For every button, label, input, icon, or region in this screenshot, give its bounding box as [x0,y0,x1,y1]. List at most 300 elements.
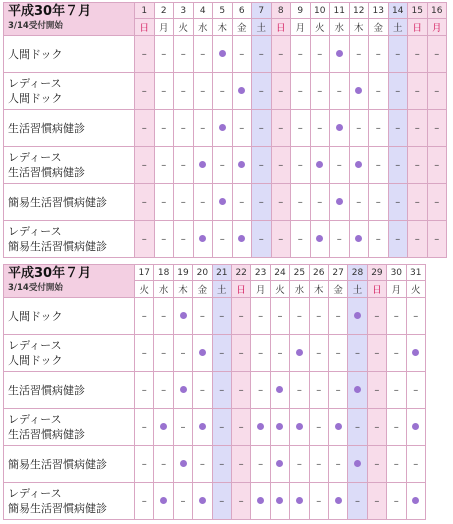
day-of-week: 日 [372,285,382,296]
day-of-week: 木 [313,285,324,296]
unavailable-dash: – [200,122,206,134]
availability-cell-closed [212,298,231,335]
unavailable-dash: – [161,85,167,97]
unavailable-dash: – [336,159,342,171]
day-number: 28 [348,265,367,281]
unavailable-dash: – [395,48,401,60]
availability-cell-closed [309,335,328,372]
day-number: 13 [369,3,389,19]
availability-cell-open[interactable] [290,483,309,520]
unavailable-dash: – [355,495,361,507]
availability-cell-open[interactable] [330,110,350,147]
unavailable-dash: – [258,347,264,359]
unavailable-dash: – [141,495,147,507]
availability-cell-closed [135,372,154,409]
availability-cell-open[interactable] [193,483,212,520]
availability-cell-closed [348,335,367,372]
availability-cell-closed [135,221,155,258]
availability-cell-closed [367,483,386,520]
available-dot-icon[interactable] [160,497,167,504]
availability-cell-open[interactable] [251,409,270,446]
day-number: 30 [387,265,406,281]
availability-cell-open[interactable] [330,36,350,73]
day-of-week: 火 [178,23,188,34]
availability-cell-closed [193,184,213,221]
available-dot-icon[interactable] [219,198,226,205]
course-name [4,483,135,520]
availability-cell-open[interactable] [213,36,233,73]
calendar-table-second-half [3,264,426,520]
availability-cell-open[interactable] [270,483,289,520]
day-number: 20 [193,265,212,281]
availability-cell-closed [231,372,250,409]
course-name [4,446,135,483]
available-dot-icon[interactable] [199,235,206,242]
availability-cell-closed [213,221,233,258]
course-row [4,446,426,483]
unavailable-dash: – [141,310,147,322]
day-of-week-cell [173,281,192,298]
day-of-week-cell [348,281,367,298]
unavailable-dash: – [414,233,420,245]
available-dot-icon[interactable] [354,460,361,467]
availability-cell-closed [193,372,212,409]
available-dot-icon[interactable] [335,497,342,504]
available-dot-icon[interactable] [336,50,343,57]
unavailable-dash: – [161,384,167,396]
available-dot-icon[interactable] [355,235,362,242]
day-number: 10 [310,3,330,19]
course-row [4,184,447,221]
day-of-week-cell [154,19,174,36]
availability-cell-closed [387,409,406,446]
course-name [4,372,135,409]
day-of-week: 水 [158,285,169,296]
day-of-week: 月 [431,23,442,34]
availability-cell-open[interactable] [349,73,369,110]
availability-cell-open[interactable] [154,483,173,520]
day-of-week: 木 [178,285,188,296]
reception-start-note: 3/14受付開始 [8,21,63,31]
unavailable-dash: – [180,233,186,245]
availability-cell-closed [291,221,311,258]
availability-cell-open[interactable] [193,409,212,446]
unavailable-dash: – [434,85,440,97]
availability-cell-closed [252,73,272,110]
availability-cell-closed [174,184,194,221]
availability-cell-open[interactable] [348,372,367,409]
availability-cell-open[interactable] [270,446,289,483]
availability-cell-closed [232,184,252,221]
day-number: 26 [309,265,328,281]
availability-cell-closed [271,110,291,147]
availability-cell-closed [271,73,291,110]
unavailable-dash: – [141,85,147,97]
course-row [4,36,447,73]
availability-cell-closed [348,483,367,520]
availability-cell-closed [388,110,408,147]
unavailable-dash: – [375,122,381,134]
available-dot-icon[interactable] [160,423,167,430]
availability-cell-open[interactable] [193,147,213,184]
unavailable-dash: – [141,421,147,433]
availability-cell-closed [135,335,154,372]
availability-cell-closed [154,36,174,73]
availability-cell-closed [369,73,389,110]
unavailable-dash: – [297,233,303,245]
available-dot-icon[interactable] [276,386,283,393]
unavailable-dash: – [393,384,399,396]
available-dot-icon[interactable] [180,386,187,393]
day-number: 21 [212,265,231,281]
day-number: 16 [427,3,447,19]
day-of-week-cell [408,19,428,36]
available-dot-icon[interactable] [296,349,303,356]
unavailable-dash: – [199,384,205,396]
day-of-week-cell [271,19,291,36]
unavailable-dash: – [141,159,147,171]
unavailable-dash: – [278,48,284,60]
availability-cell-closed [309,483,328,520]
available-dot-icon[interactable] [296,497,303,504]
day-of-week-cell [349,19,369,36]
unavailable-dash: – [238,347,244,359]
unavailable-dash: – [180,159,186,171]
availability-cell-closed [349,36,369,73]
availability-cell-closed [173,335,192,372]
unavailable-dash: – [219,85,225,97]
available-dot-icon[interactable] [219,50,226,57]
available-dot-icon[interactable] [276,460,283,467]
availability-cell-closed [154,221,174,258]
course-name-line: 人間ドック [8,309,63,323]
available-dot-icon[interactable] [219,124,226,131]
day-of-week: 金 [373,23,383,34]
availability-cell-closed [271,221,291,258]
unavailable-dash: – [258,384,264,396]
unavailable-dash: – [239,48,245,60]
availability-cell-open[interactable] [193,221,213,258]
availability-cell-open[interactable] [310,221,330,258]
day-of-week-cell [270,281,289,298]
availability-cell-closed [291,36,311,73]
availability-cell-closed [231,409,250,446]
day-of-week: 金 [333,285,343,296]
unavailable-dash: – [296,310,302,322]
unavailable-dash: – [180,347,186,359]
availability-cell-closed [173,409,192,446]
unavailable-dash: – [374,458,380,470]
course-name [4,147,135,184]
day-of-week-cell [252,19,272,36]
calendar-table-first-half [3,2,447,258]
day-number: 19 [173,265,192,281]
availability-cell-closed [154,147,174,184]
unavailable-dash: – [356,196,362,208]
availability-cell-open[interactable] [349,221,369,258]
unavailable-dash: – [316,310,322,322]
availability-cell-open[interactable] [173,372,192,409]
availability-cell-closed [369,147,389,184]
day-number: 17 [135,265,154,281]
unavailable-dash: – [414,85,420,97]
availability-cell-open[interactable] [406,409,426,446]
unavailable-dash: – [180,196,186,208]
unavailable-dash: – [393,458,399,470]
available-dot-icon[interactable] [257,423,264,430]
available-dot-icon[interactable] [336,124,343,131]
course-name [4,409,135,446]
available-dot-icon[interactable] [276,497,283,504]
availability-cell-closed [367,446,386,483]
course-name [4,73,135,110]
availability-cell-closed [135,184,155,221]
unavailable-dash: – [316,347,322,359]
available-dot-icon[interactable] [354,386,361,393]
availability-cell-closed [271,36,291,73]
unavailable-dash: – [239,122,245,134]
availability-cell-open[interactable] [270,372,289,409]
unavailable-dash: – [336,233,342,245]
day-of-week: 土 [352,285,363,296]
unavailable-dash: – [141,458,147,470]
availability-cell-closed [408,36,428,73]
unavailable-dash: – [141,48,147,60]
course-name [4,184,135,221]
availability-cell-open[interactable] [213,110,233,147]
availability-cell-open[interactable] [173,298,192,335]
availability-cell-open[interactable] [406,335,426,372]
day-of-week: 月 [255,285,266,296]
unavailable-dash: – [161,48,167,60]
course-name-line: 人間ドック [8,354,63,367]
availability-cell-open[interactable] [290,335,309,372]
availability-cell-closed [291,110,311,147]
unavailable-dash: – [161,122,167,134]
available-dot-icon[interactable] [257,497,264,504]
available-dot-icon[interactable] [316,235,323,242]
unavailable-dash: – [317,48,323,60]
course-row [4,73,447,110]
availability-cell-closed [251,446,270,483]
availability-cell-closed [135,409,154,446]
availability-cell-closed [348,409,367,446]
day-of-week-cell [212,281,231,298]
availability-cell-closed [231,335,250,372]
availability-cell-closed [135,147,155,184]
availability-cell-closed [427,184,447,221]
availability-cell-closed [154,110,174,147]
availability-cell-open[interactable] [173,446,192,483]
unavailable-dash: – [296,384,302,396]
unavailable-dash: – [141,122,147,134]
unavailable-dash: – [258,233,264,245]
day-of-week: 月 [391,285,402,296]
availability-cell-open[interactable] [251,483,270,520]
availability-cell-open[interactable] [328,409,347,446]
day-of-week-cell [154,281,173,298]
month-title: 平成30年７月 [8,266,92,281]
unavailable-dash: – [161,458,167,470]
unavailable-dash: – [374,347,380,359]
course-name-line: レディース [8,339,62,352]
availability-cell-closed [309,409,328,446]
course-name [4,298,135,335]
available-dot-icon[interactable] [238,235,245,242]
available-dot-icon[interactable] [412,423,419,430]
available-dot-icon[interactable] [238,161,245,168]
unavailable-dash: – [278,159,284,171]
availability-cell-open[interactable] [270,409,289,446]
day-number: 31 [406,265,426,281]
unavailable-dash: – [219,347,225,359]
unavailable-dash: – [336,85,342,97]
unavailable-dash: – [199,310,205,322]
course-row [4,372,426,409]
course-name-line: レディース [8,225,62,238]
availability-cell-closed [388,36,408,73]
availability-cell-open[interactable] [193,335,212,372]
availability-cell-open[interactable] [232,73,252,110]
availability-cell-open[interactable] [348,446,367,483]
unavailable-dash: – [316,458,322,470]
availability-cell-open[interactable] [232,147,252,184]
availability-cell-closed [427,73,447,110]
availability-cell-closed [193,110,213,147]
unavailable-dash: – [434,122,440,134]
day-of-week-cell [193,281,212,298]
availability-cell-open[interactable] [213,184,233,221]
available-dot-icon[interactable] [412,349,419,356]
available-dot-icon[interactable] [355,87,362,94]
unavailable-dash: – [375,233,381,245]
unavailable-dash: – [277,310,283,322]
unavailable-dash: – [180,421,186,433]
unavailable-dash: – [219,421,225,433]
unavailable-dash: – [141,233,147,245]
unavailable-dash: – [395,122,401,134]
course-name-line: 簡易生活習慣病健診 [8,457,107,471]
course-name [4,110,135,147]
unavailable-dash: – [317,85,323,97]
day-of-week-cell [427,19,447,36]
availability-cell-closed [369,110,389,147]
availability-cell-open[interactable] [406,483,426,520]
day-number-row [4,265,426,281]
unavailable-dash: – [258,85,264,97]
day-number: 9 [291,3,311,19]
availability-cell-closed [154,73,174,110]
day-of-week-cell [330,19,350,36]
availability-cell-closed [154,184,174,221]
availability-cell-closed [271,184,291,221]
availability-cell-closed [310,184,330,221]
availability-cell-open[interactable] [154,409,173,446]
available-dot-icon[interactable] [276,423,283,430]
available-dot-icon[interactable] [316,161,323,168]
day-of-week: 日 [412,23,422,34]
availability-cell-closed [270,298,289,335]
course-name-line: 簡易生活習慣病健診 [8,502,107,515]
unavailable-dash: – [238,384,244,396]
unavailable-dash: – [414,48,420,60]
available-dot-icon[interactable] [296,423,303,430]
availability-cell-closed [213,147,233,184]
available-dot-icon[interactable] [336,198,343,205]
unavailable-dash: – [414,122,420,134]
unavailable-dash: – [238,421,244,433]
unavailable-dash: – [141,384,147,396]
day-number: 23 [251,265,270,281]
course-row [4,409,426,446]
unavailable-dash: – [316,384,322,396]
day-number: 7 [252,3,272,19]
available-dot-icon[interactable] [199,161,206,168]
day-of-week-cell [213,19,233,36]
availability-cell-closed [212,409,231,446]
availability-cell-open[interactable] [290,409,309,446]
unavailable-dash: – [238,495,244,507]
available-dot-icon[interactable] [199,497,206,504]
available-dot-icon[interactable] [355,161,362,168]
day-number: 29 [367,265,386,281]
unavailable-dash: – [297,159,303,171]
availability-cell-closed [271,147,291,184]
day-number: 8 [271,3,291,19]
unavailable-dash: – [414,159,420,171]
available-dot-icon[interactable] [199,423,206,430]
course-name [4,335,135,372]
day-of-week-cell [367,281,386,298]
day-of-week: 日 [139,23,149,34]
available-dot-icon[interactable] [238,87,245,94]
available-dot-icon[interactable] [180,312,187,319]
available-dot-icon[interactable] [180,460,187,467]
day-of-week: 土 [217,285,227,296]
day-of-week-cell [328,281,347,298]
unavailable-dash: – [199,458,205,470]
available-dot-icon[interactable] [354,312,361,319]
availability-cell-open[interactable] [349,147,369,184]
availability-cell-closed [270,335,289,372]
course-name [4,221,135,258]
availability-cell-closed [212,483,231,520]
day-number: 4 [193,3,213,19]
available-dot-icon[interactable] [412,497,419,504]
day-of-week-cell [369,19,389,36]
day-number: 5 [213,3,233,19]
availability-cell-closed [309,298,328,335]
month-title: 平成30年７月 [8,4,92,19]
availability-cell-closed [154,372,173,409]
availability-cell-open[interactable] [328,483,347,520]
course-row [4,335,426,372]
unavailable-dash: – [161,196,167,208]
available-dot-icon[interactable] [199,349,206,356]
available-dot-icon[interactable] [335,423,342,430]
availability-cell-open[interactable] [330,184,350,221]
availability-cell-closed [231,298,250,335]
unavailable-dash: – [356,48,362,60]
availability-cell-open[interactable] [310,147,330,184]
day-of-week: 水 [334,23,344,34]
reception-start-note: 3/14受付開始 [8,283,63,293]
day-of-week: 水 [197,23,208,34]
availability-cell-open[interactable] [348,298,367,335]
course-name-line: レディース [8,413,62,426]
availability-cell-open[interactable] [232,221,252,258]
availability-cell-closed [135,36,155,73]
